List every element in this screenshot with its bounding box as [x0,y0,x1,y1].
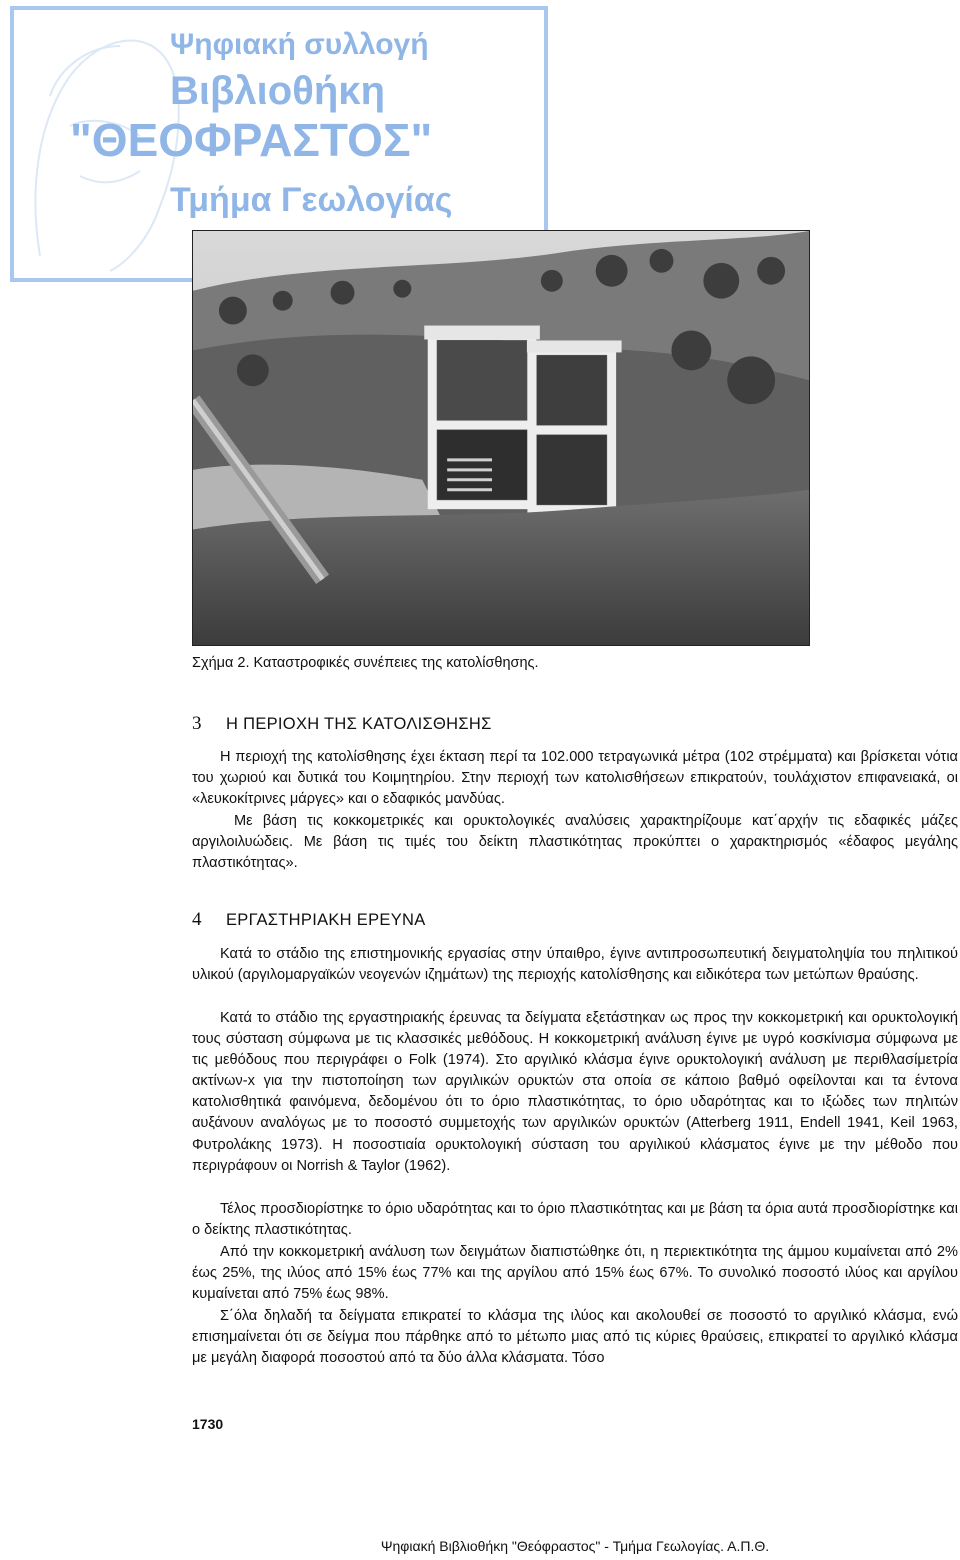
section-4-paragraph-2: Κατά το στάδιο της εργαστηριακής έρευνας τα δείγματα εξετάστηκαν ως προς την κοκκομετρική και ορυκτολογική τους σύσταση σύμφωνα με τις κλασσικές μεθόδους. Η κοκκομετρική ανάλυση έγινε με υγρό κοσκίνισμα σύμφωνα με τις μεθόδους που περιγράφει ο Folk (1974). Στο αργιλικό κλάσμα έγινε ορυκτολογική ανάλυση με περιθλασίμετρία ακτίνων-x για την πιστοποίηση των αργιλικών ορυκτών στα οποία σε κάποιο βαθμό οφείλονται και τα έντονα κατολισθητικά φαινόμενα, δεδομένου ότι το όριο πλαστικότητας, το όριο υδαρότητας και το ιξώδες των πηλιτών αυξάνουν αναλόγως με το ποσοστό συμμετοχής των αργιλικών ορυκτών (Atterberg 1911, Endell 1941, Keil 1963, Φυτρολάκης 1973). Η ποσοστιαία ορυκτολογική σύσταση του αργιλικού κλάσματος έγινε με την μέθοδο που περιγράφουν οι Norrish & Taylor (1962). [192,1010,958,1174]
section-4-paragraph-5: Σ΄όλα δηλαδή τα δείγματα επικρατεί το κλάσμα της ιλύος και ακολουθεί σε ποσοστό το αργιλικό κλάσμα, ενώ επισημαίνεται ότι σε δείγμα που πάρθηκε από το μέτωπο μιας από τις κύριες θραύσεις, επικρατεί το αργιλικό κλάσμα με μεγάλη διαφορά ποσοστού από τα δύο άλλα κλάσματα. Τόσο [192,1308,958,1367]
watermark-line3: "ΘΕΟΦΡΑΣΤΟΣ" [70,114,433,166]
page-number: 1730 [192,1416,224,1432]
section-4-number: 4 [192,909,202,930]
section-3-number: 3 [192,713,202,734]
section-3-paragraph-1: Η περιοχή της κατολίσθησης έχει έκταση περί τα 102.000 τετραγωνικά μέτρα (102 στρέμματα) και βρίσκεται νότια του χωριού και δυτικά του Κοιμητηρίου. Στην περιοχή των κατολισθήσεων επικρατούν, τουλάχιστον επιφανειακά, οι «λευκοκίτρινες μάργες» και ο εδαφικός μανδύας. [192,749,958,808]
section-4-paragraph-1: Κατά το στάδιο της επιστημονικής εργασίας στην ύπαιθρο, έγινε αντιπροσωπευτική δειγματοληψία του πηλιτικού υλικού (αργιλομαργαϊκών νεογενών ιζημάτων) της περιοχής κατολίσθησης και ειδικότερα των μετώπων θραύσης. [192,946,958,984]
section-4-title: ΕΡΓΑΣΤΗΡΙΑΚΗ ΕΡΕΥΝΑ [226,911,426,929]
section-4-heading [192,909,426,931]
photo-image [193,231,809,645]
section-3-title: Η ΠΕΡΙΟΧΗ ΤΗΣ ΚΑΤΟΛΙΣΘΗΣΗΣ [226,715,492,733]
section-4-paragraph-4: Από την κοκκομετρική ανάλυση των δειγμάτων διαπιστώθηκε ότι, η περιεκτικότητα της άμμου κυμαίνεται από 2% έως 25%, της ιλύος από 15% έως 77% και της αργίλου από 15% έως 67%. Το συνολικό ποσοστό ιλύος και αργίλου κυμαίνεται από 75% έως 98%. [192,1244,958,1303]
section-3-heading [192,713,492,735]
watermark-line2: Βιβλιοθήκη [170,69,385,113]
section-4-paragraph-3: Τέλος προσδιορίστηκε το όριο υδαρότητας και το όριο πλαστικότητας και με βάση τα όρια αυτά προσδιορίστηκε και ο δείκτης πλαστικότητας. [192,1201,958,1239]
figure-caption: Σχήμα 2. Καταστροφικές συνέπειες της κατολίσθησης. [192,655,539,671]
footer-credit: Ψηφιακή Βιβλιοθήκη "Θεόφραστος" - Τμήμα Γεωλογίας. Α.Π.Θ. [380,1538,770,1554]
section-3-paragraph-2: Με βάση τις κοκκομετρικές και ορυκτολογικές αναλύσεις χαρακτηρίζουμε κατ΄αρχήν τις εδαφικές μάζες αργιλοιλυώδεις. Με βάση τις τιμές του δείκτη πλαστικότητας προκύπτει ο χαρακτηρισμός «έδαφος μεγάλης πλαστικότητας». [192,813,958,872]
watermark-line4: Τμήμα Γεωλογίας [170,181,453,219]
watermark-line1: Ψηφιακή συλλογή [170,28,429,61]
landslide-photo [192,230,810,646]
